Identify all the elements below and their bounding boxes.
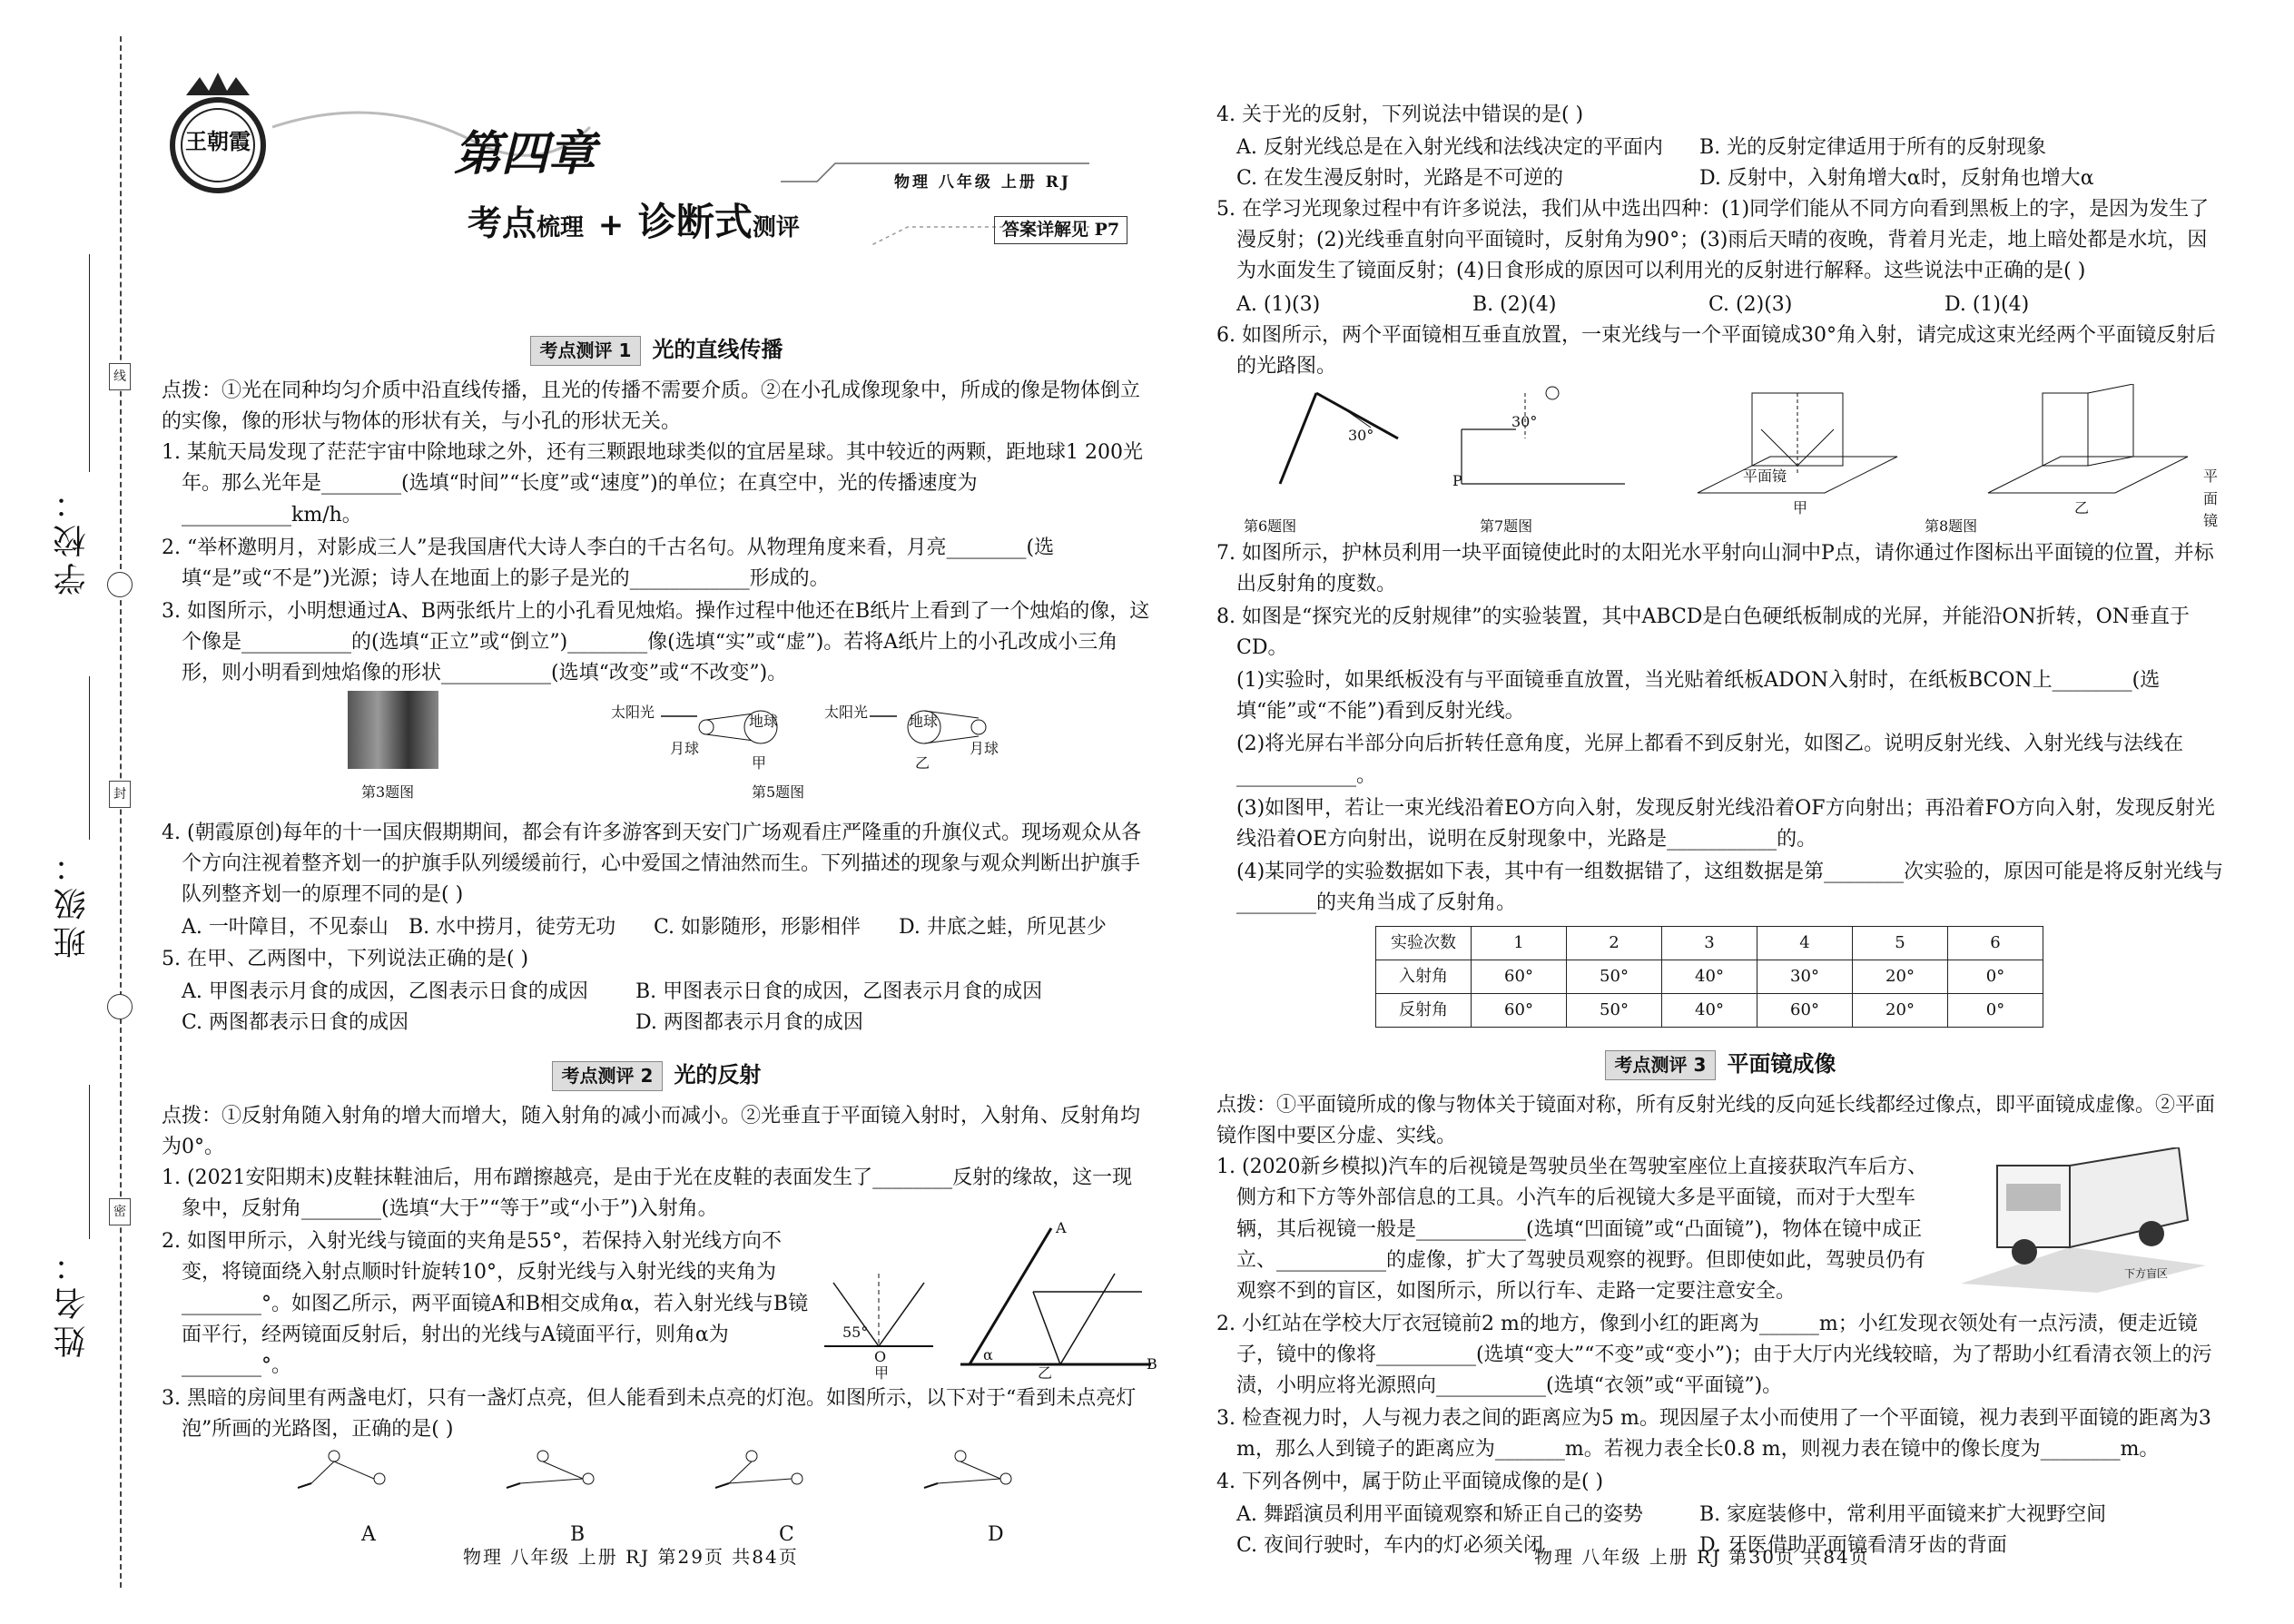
question-4-options [1216,133,2224,194]
figure-caption-5: 第5题图 [752,783,805,802]
table-header-cell: 实验次数 [1376,926,1472,960]
section-tag: 考点测评 2 [552,1061,664,1091]
earth-label: 地球 [749,713,779,731]
question-5: 5. 在学习光现象过程中有许多说法，我们从中选出四种：(1)同学们能从不同方向看到黑板上的字，是因为发生了漫反射；(2)光线垂直射向平面镜时，反射角为90°；(3)雨后天晴的夜晚，背着月光走，地上暗处都是水坑，因为水面发生了镜面反射；(4)日食形成的原因可以利用光的反射进行解释。这些说法中正确的是( ) [1216,198,2210,283]
figure-label-b: 乙 [915,754,930,773]
figures-6-8 [1216,384,2224,538]
binding-hole [107,994,133,1019]
light-path-options [162,1447,1151,1556]
page-footer-left: 物理 八年级 上册 RJ 第29页 共84页 [463,1546,799,1568]
table-row [1376,960,2043,993]
binding-hole [107,572,133,597]
table-cell: 20° [1853,960,1948,993]
school-field-line [89,254,90,472]
question-8: 8. 如图是“探究光的反射规律”的实验装置，其中ABCD是白色硬纸板制成的光屏，并能沿ON折转，ON垂直于CD。 [1216,605,2190,660]
school-label: 学校： [54,481,91,595]
option: D. 井底之蛙，所见甚少 [899,916,1107,940]
option: C. 如影随形，形影相伴 [654,916,861,940]
angle-label: 55° [842,1324,869,1342]
option: B. 光的反射定律适用于所有的反射现象 [1699,136,2047,160]
option: D. (1)(4) [1944,292,2030,316]
sunlight-label: 太阳光 [611,704,655,722]
option: D. 牙医借助平面镜看清牙齿的背面 [1699,1534,2007,1558]
subtitle-d: 测评 [752,214,800,241]
hint-text: 点拨：①光在同种均匀介质中沿直线传播，且光的传播不需要介质。②在小孔成像现象中，所成的像是物体倒立的实像，像的形状与物体的形状有关，与小孔的形状无关。 [162,379,1141,434]
answer-reference: 答案详解见 P7 [994,216,1127,244]
candle-photo [348,691,438,769]
figure-caption-6: 第6题图 [1244,517,1297,535]
option-label: C [779,1523,794,1546]
option: A. 甲图表示月食的成因，乙图表示日食的成因 [182,979,588,1003]
figure-label-b: 乙 [1038,1364,1053,1383]
table-header-row [1376,926,2043,960]
question-8-1: (1)实验时，如果纸板没有与平面镜垂直放置，当光贴着纸板ADON入射时，在纸板BCON上________(选填“能”或“不能”)看到反射光线。 [1236,669,2161,723]
mirror-label-b: B [1147,1355,1157,1373]
question-3-4: 4. 下列各例中，属于防止平面镜成像的是( ) [1216,1471,1604,1494]
table-header-cell: 1 [1472,926,1567,960]
question-2-1: 1. (2021安阳期末)皮鞋抹鞋油后，用布蹭擦越亮，是由于光在皮鞋的表面发生了________反射的缘故，这一现象中，反射角________(选填“大于”“等于”或“小于”)入射角。 [162,1166,1133,1221]
question-3-2: 2. 小红站在学校大厅衣冠镜前2 m的地方，像到小红的距离为______m；小红发现衣领处有一点污渍，便走近镜子，镜中的像将__________(选填“变大”“不变”或“变小”)；由于大厅内光线较暗，为了帮助小红看清衣领上的污渍，小明应将光源照向___________(选填“衣领”或“平面镜”)。 [1216,1312,2212,1397]
truck-blind-spot-illustration [1943,1147,2215,1293]
figure-label-a: 甲 [874,1364,890,1383]
figure-caption-7: 第7题图 [1480,517,1533,535]
mirror-label: 平面镜 [2202,467,2218,530]
option: B. 家庭装修中，常利用平面镜来扩大视野空间 [1699,1503,2107,1527]
question-8-2: (2)将光屏右半部分向后折转任意角度，光屏上都看不到反射光，如图乙。说明反射光线、入射光线与法线在____________。 [1236,733,2184,787]
point-label-p: P [1452,471,1462,489]
table-cell: 50° [1567,960,1662,993]
binding-dashed-line [120,36,122,1588]
book-meta: 物理 八年级 上册 RJ [894,173,1071,192]
logo-text: 王朝霞 [185,128,251,154]
question-1: 1. 某航天局发现了茫茫宇宙中除地球之外，还有三颗跟地球类似的宜居星球。其中较近的两颗，距地球1 200光年。那么光年是________(选填“时间”“长度”或“速度”)的单位；在真空中，光的传播速度为___________km/h。 [162,441,1143,527]
table-cell: 反射角 [1376,993,1472,1027]
table-row [1376,993,2043,1027]
question-3-3: 3. 检查视力时，人与视力表之间的距离应为5 m。现因屋子太小而使用了一个平面镜，视力表到平面镜的距离为3 m，那么人到镜子的距离应为_______m。若视力表全长0.8 m，则视力表在镜中的像长度为________m。 [1216,1407,2211,1462]
question-3-1-block [1216,1152,2224,1306]
question-2: 2. “举杯邀明月，对影成三人”是我国唐代大诗人李白的千古名句。从物理角度来看，月亮________(选填“是”或“不是”)光源；诗人在地面上的影子是光的____________形成的。 [162,536,1055,590]
question-2-2: 2. 如图甲所示，入射光线与镜面的夹角是55°，若保持入射光线方向不变，将镜面绕入射点顺时针旋转10°，反射光线与入射光线的夹角为________°。如图乙所示，两平面镜A和B相交成角α，若入射光线与B镜面平行，经两镜面反射后，射出的光线与A镜面平行，则角α为________°。 [162,1230,809,1377]
question-5-options [162,977,1151,1038]
option: A. 反射光线总是在入射光线和法线决定的平面内 [1236,136,1663,160]
option-label: D [988,1523,1004,1546]
page-subtitle [468,192,800,251]
question-2-3: 3. 黑暗的房间里有两盏电灯，只有一盏灯点亮，但人能看到未点亮的灯泡。如图所示，以下对于“看到未点亮灯泡”所画的光路图，正确的是( ) [162,1386,1137,1441]
question-6: 6. 如图所示，两个平面镜相互垂直放置，一束光线与一个平面镜成30°角入射，请完成这束光经两个平面镜反射后的光路图。 [1216,323,2216,378]
table-cell: 50° [1567,993,1662,1027]
figure-caption-8: 第8题图 [1925,517,1978,535]
option: C. 在发生漫反射时，光路是不可逆的 [1236,167,1564,191]
table-cell: 0° [1948,993,2043,1027]
moon-label: 月球 [970,740,999,758]
moon-label: 月球 [670,740,700,758]
class-label: 班级： [54,844,91,959]
question-4: 4. (朝霞原创)每年的十一国庆假期期间，都会有许多游客到天安门广场观看庄严隆重的升旗仪式。现场观众从各个方向注视着整齐划一的护旗手队列缓缓前行，心中爱国之情油然而生。下列描述的现象与观众判断出护旗手队列整齐划一的原理不同的是( ) [162,822,1142,907]
question-3-1: 1. (2020新乡模拟)汽车的后视镜是驾驶员坐在驾驶室座位上直接获取汽车后方、侧方和下方等外部信息的工具。小汽车的后视镜大多是平面镜，而对于大型车辆，其后视镜一般是___________(选填“凹面镜”或“凸面镜”)，物体在镜中成正立、___________的虚像，扩大了驾驶员观察的视野。但即使如此，驾驶员仍有观察不到的盲区，如图所示，所以行车、走路一定要注意安全。 [1216,1156,1928,1303]
question-8-3: (3)如图甲，若让一束光线沿着EO方向入射，发现反射光线沿着OF方向射出；再沿着FO方向入射，发现反射光线沿着OE方向射出，说明在反射现象中，光路是___________的。 [1236,796,2215,851]
figure-label-a: 甲 [752,754,767,773]
table-header-cell: 5 [1853,926,1948,960]
mirror-diagrams [1244,384,2224,511]
question-5-options [1216,290,2224,320]
mirror-label: 平面镜 [1743,467,1787,485]
blind-spot-label: 下方盲区 [2124,1267,2169,1281]
section-heading-1 [162,333,1151,367]
table-header-cell: 2 [1567,926,1662,960]
table-header-cell: 4 [1757,926,1853,960]
mirror-label-a: A [1056,1219,1067,1237]
table-header-cell: 3 [1662,926,1757,960]
option: C. (2)(3) [1708,292,1793,316]
section-tag: 考点测评 3 [1605,1050,1717,1080]
earth-label: 地球 [909,713,939,731]
option-label: B [570,1523,586,1546]
experiment-table [1375,926,2043,1028]
name-label: 姓名： [54,1244,91,1358]
option: C. 两图都表示日食的成因 [182,1010,409,1034]
angle-label: 30° [1348,426,1374,444]
option: A. (1)(3) [1236,292,1321,316]
brand-logo [159,68,277,195]
option: D. 反射中，入射角增大α时，反射角也增大α [1699,167,2094,191]
truck-drawing [1943,1147,2215,1293]
subtitle-c: 诊断式 [637,200,753,244]
subtitle-plus: + [597,207,625,243]
angle-alpha: α [983,1346,993,1364]
question-4: 4. 关于光的反射，下列说法中错误的是( ) [1216,103,1584,126]
question-2-2-block [162,1219,1157,1383]
table-cell: 入射角 [1376,960,1472,993]
right-column [1216,100,2224,1562]
figures-3-5 [162,691,1151,818]
binding-mark-line: 线 [109,363,131,390]
figure-caption-3: 第3题图 [361,783,415,802]
figure-label-a: 甲 [1793,498,1808,517]
option: A. 一叶障目，不见泰山 [182,916,389,940]
question-5: 5. 在甲、乙两图中，下列说法正确的是( ) [162,947,529,970]
section-title: 平面镜成像 [1727,1050,1836,1077]
option: B. 甲图表示日食的成因，乙图表示月食的成因 [635,979,1043,1003]
table-cell: 60° [1472,993,1567,1027]
section-tag: 考点测评 1 [530,336,642,366]
question-7: 7. 如图所示，护林员利用一块平面镜使此时的太阳光水平射向山洞中P点，请你通过作图标出平面镜的位置，并标出反射角的度数。 [1216,541,2214,595]
table-cell: 60° [1472,960,1567,993]
question-4-options [162,912,1151,943]
left-column [162,313,1157,1556]
option: A. 舞蹈演员利用平面镜观察和矫正自己的姿势 [1236,1503,1643,1527]
table-cell: 40° [1662,993,1757,1027]
binding-mark-secret: 密 [109,1198,131,1225]
figure-label-b: 乙 [2074,498,2090,517]
section-title: 光的直线传播 [652,337,783,362]
table-cell: 40° [1662,960,1757,993]
subtitle-b: 梳理 [537,214,585,241]
table-header-cell: 6 [1948,926,2043,960]
chapter-title: 第四章 [454,127,596,182]
sunlight-label: 太阳光 [824,704,869,722]
option: B. 水中捞月，徒劳无功 [409,916,616,940]
class-field-line [89,676,90,840]
point-label-o: O [874,1348,887,1366]
option-label: A [361,1523,376,1546]
question-3: 3. 如图所示，小明想通过A、B两张纸片上的小孔看见烛焰。操作过程中他还在B纸片上看到了一个烛焰的像，这个像是___________的(选填“正立”或“倒立”)________像(选填“实”或“虚”)。若将A纸片上的小孔改成小三角形，则小明看到烛焰像的形状___________(选填“改变”或“不改变”)。 [162,599,1150,685]
question-8-4: (4)某同学的实验数据如下表，其中有一组数据错了，这组数据是第________次实验的，原因可能是将反射光线与________的夹角当成了反射角。 [1236,860,2224,914]
hint-text: 点拨：①反射角随入射角的增大而增大，随入射角的减小而减小。②光垂直于平面镜入射时，入射角、反射角均为0°。 [162,1104,1141,1159]
page-footer-right: 物理 八年级 上册 RJ 第30页 共84页 [1534,1546,1870,1568]
light-path-diagrams [280,1447,1097,1520]
subtitle-a: 考点 [468,203,537,243]
table-cell: 30° [1757,960,1853,993]
hint-text: 点拨：①平面镜所成的像与物体关于镜面对称，所有反射光线的反向延长线都经过像点，即平面镜成虚像。②平面镜作图中要区分虚、实线。 [1216,1094,2216,1148]
section-heading-3 [1216,1048,2224,1081]
name-field-line [89,1085,90,1239]
table-cell: 20° [1853,993,1948,1027]
section-heading-2 [162,1058,1151,1092]
option: C. 夜间行驶时，车内的灯必须关闭 [1236,1534,1544,1558]
section-title: 光的反射 [674,1061,762,1088]
table-cell: 0° [1948,960,2043,993]
option: B. (2)(4) [1472,292,1557,316]
option: D. 两图都表示月食的成因 [635,1010,863,1034]
angle-label: 30° [1511,412,1538,430]
table-cell: 60° [1757,993,1853,1027]
binding-mark-seal: 封 [109,781,131,808]
